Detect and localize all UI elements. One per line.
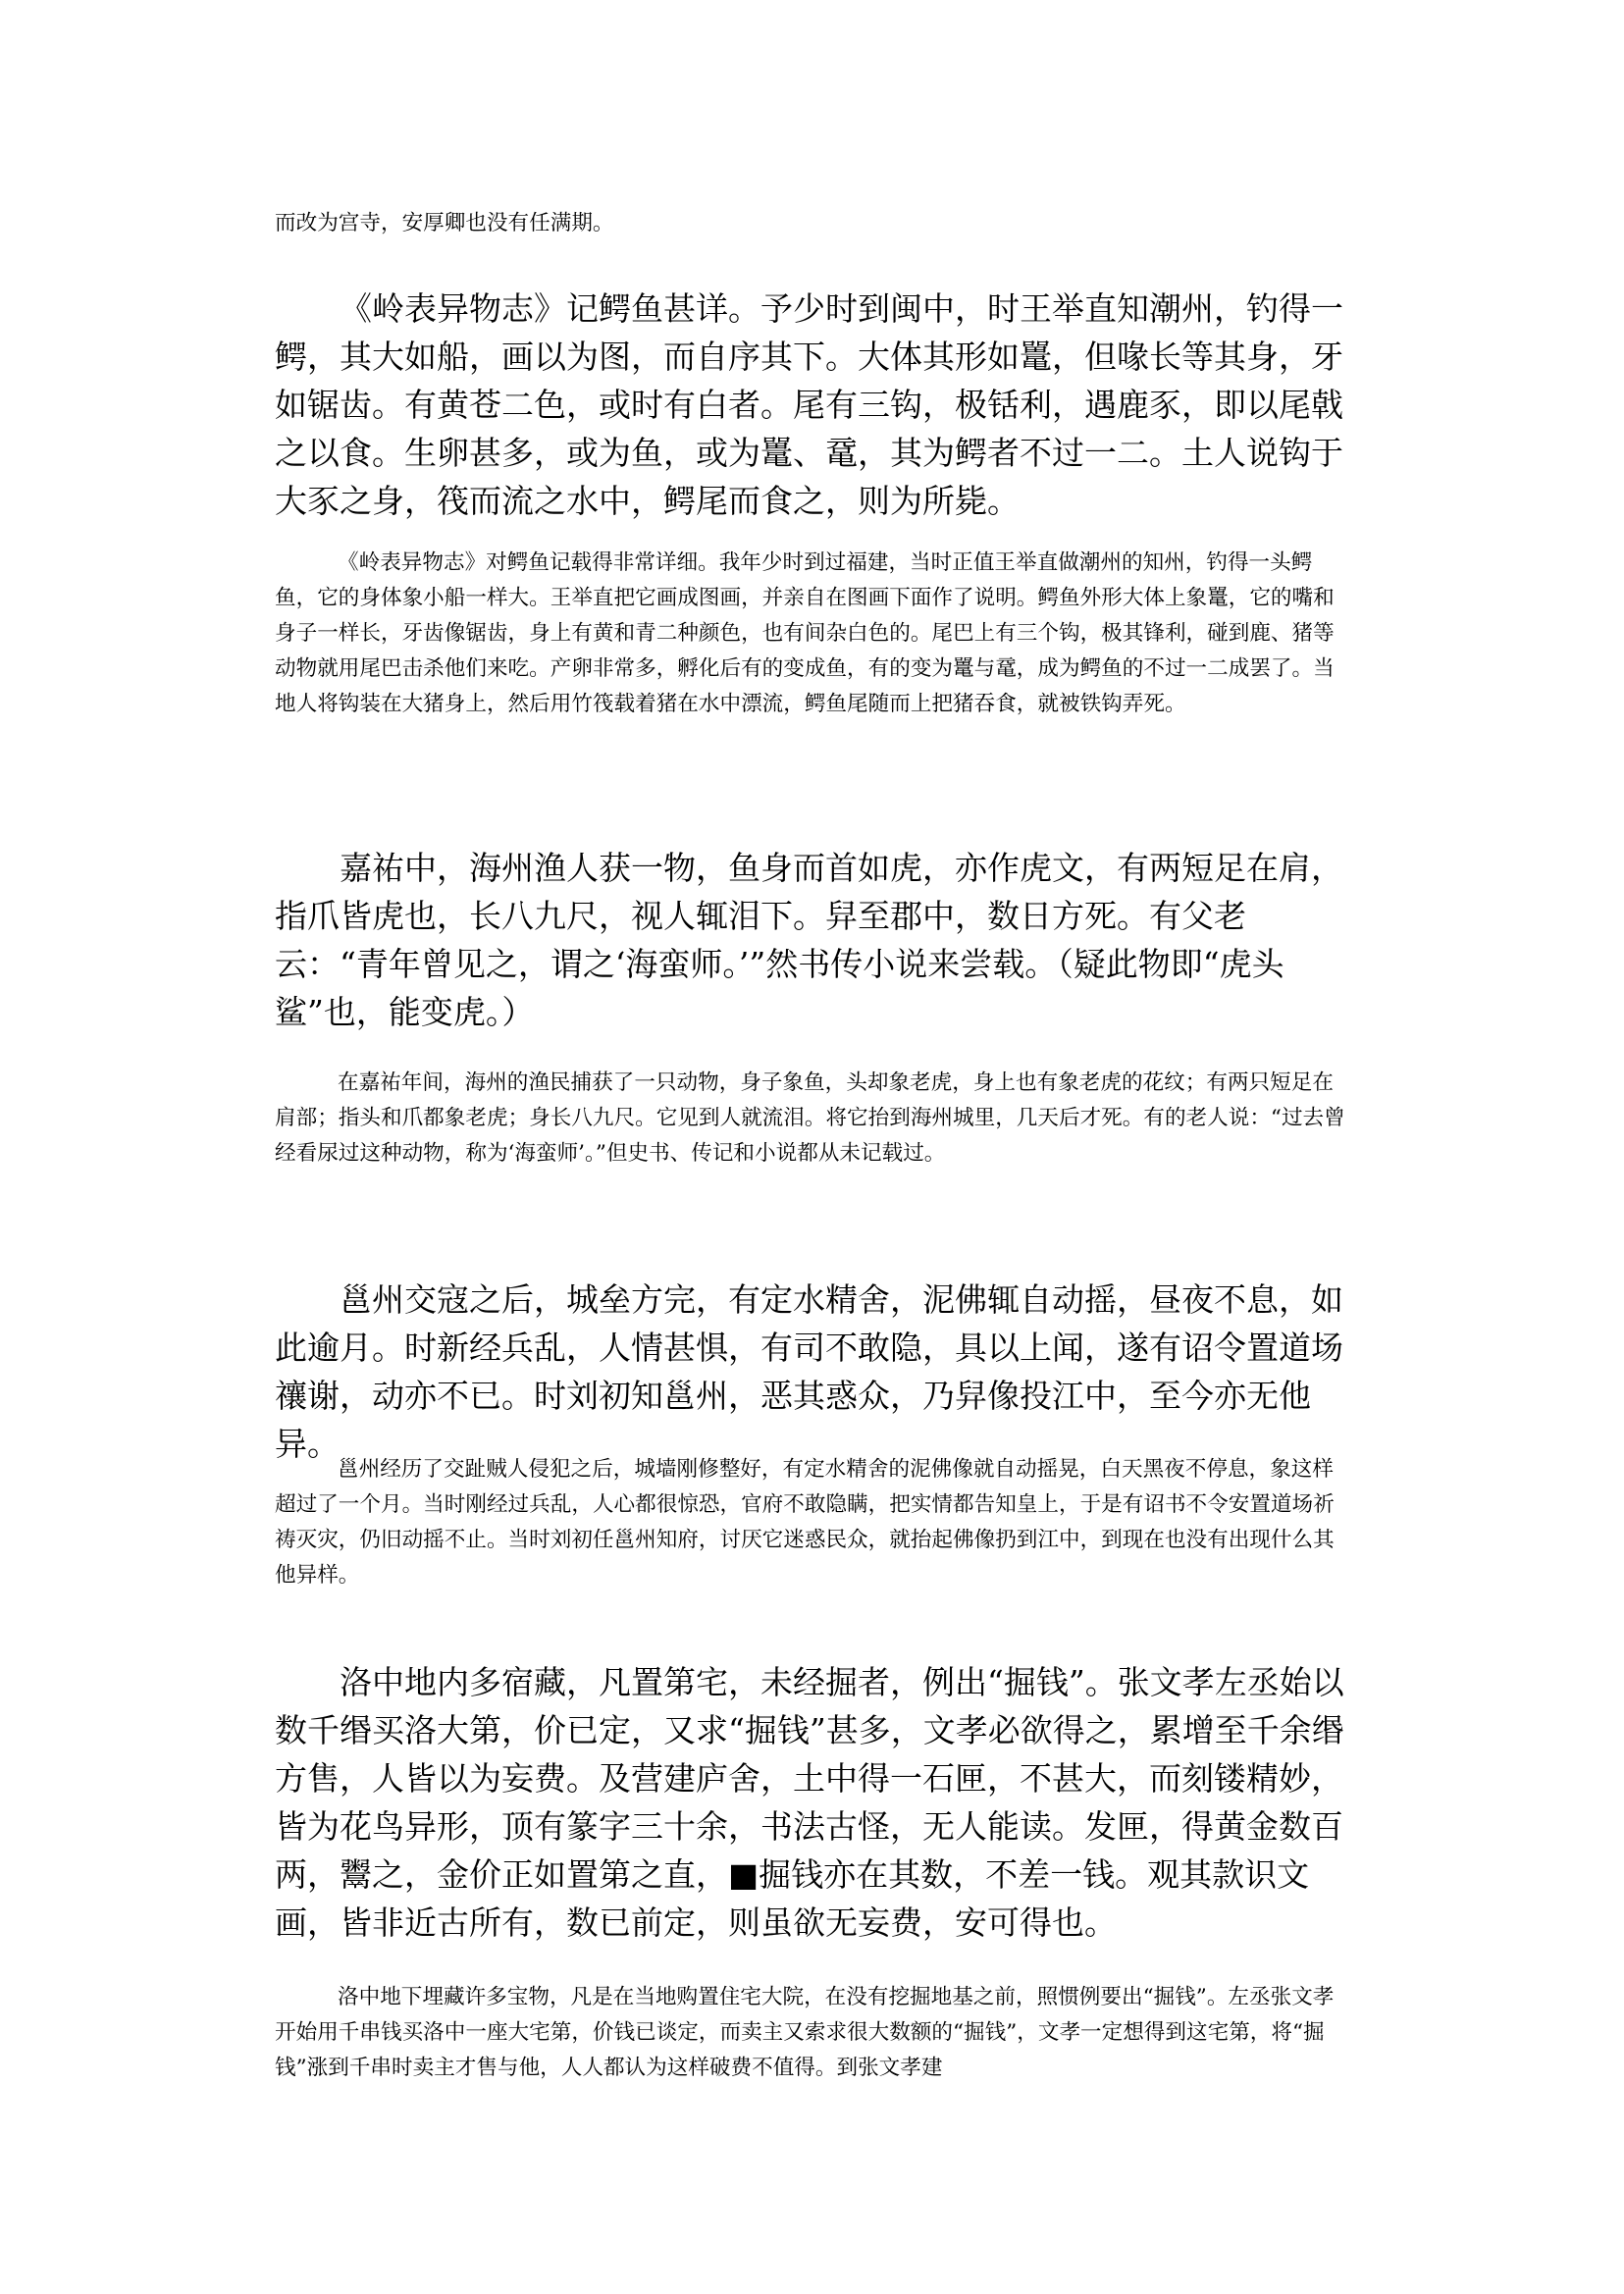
paragraph-continuation: 而改为宫寺，安厚卿也没有任满期。 — [275, 211, 614, 235]
paragraph-translation-sea-creature: 在嘉祐年间，海州的渔民捕获了一只动物，身子象鱼，头却象老虎，身上也有象老虎的花纹；有两只短足在肩部；指头和爪都象老虎；身长八九尺。它见到人就流泪。将它抬到海州城里，几天后才死。有的老人说：“过去曾经看尿过这种动物，称为‘海蛮师’。”但史书、传记和小说都从未记载过。 — [275, 1070, 1345, 1166]
paragraph-classical-crocodile: 《岭表异物志》记鳄鱼甚详。予少时到闽中，时王举直知潮州，钓得一鳄，其大如船，画以为图，而自序其下。大体其形如鼍，但喙长等其身，牙如锯齿。有黄苍二色，或时有白者。尾有三钩，极铦利，遇鹿豕，即以尾戟之以食。生卵甚多，或为鱼，或为鼍、鼋，其为鳄者不过一二。土人说钩于大豕之身，筏而流之水中，鳄尾而食之，则为所毙。 — [275, 289, 1343, 520]
paragraph-classical-buddha-statue: 邕州交寇之后，城垒方完，有定水精舍，泥佛辄自动摇，昼夜不息，如此逾月。时新经兵乱，人情甚惧，有司不敢隐，具以上闻，遂有诏令置道场禳谢，动亦不已。时刘初知邕州，恶其惑众，乃舁像投江中，至今亦无他异。 — [275, 1280, 1343, 1463]
paragraph-classical-sea-creature: 嘉祐中，海州渔人获一物，鱼身而首如虎，亦作虎文，有两短足在肩，指爪皆虎也，长八九尺，视人辄泪下。舁至郡中，数日方死。有父老云：“青年曾见之，谓之‘海蛮师。’”然书传小说来尝载。（疑此物即“虎头鲨”也，能变虎。） — [275, 849, 1343, 1031]
paragraph-translation-crocodile: 《岭表异物志》对鳄鱼记载得非常详细。我年少时到过福建，当时正值王举直做潮州的知州，钓得一头鳄鱼，它的身体象小船一样大。王举直把它画成图画，并亲自在图画下面作了说明。鳄鱼外形大体上象鼍，它的嘴和身子一样长，牙齿像锯齿，身上有黄和青二种颜色，也有间杂白色的。尾巴上有三个钩，极其锋利，碰到鹿、猪等动物就用尾巴击杀他们来吃。产卵非常多，孵化后有的变成鱼，有的变为鼍与鼋，成为鳄鱼的不过一二成罢了。当地人将钩装在大猪身上，然后用竹筏载着猪在水中漂流，鳄鱼尾随而上把猪吞食，就被铁钩弄死。 — [275, 550, 1335, 716]
paragraph-classical-digging-money: 洛中地内多宿藏，凡置第宅，未经掘者，例出“掘钱”。张文孝左丞始以数千缗买洛大第，价已定，又求“掘钱”甚多，文孝必欲得之，累增至千余缗方售，人皆以为妄费。及营建庐舍，土中得一石匣，不甚大，而刻镂精妙，皆为花鸟异形，顶有篆字三十余，书法古怪，无人能读。发匣，得黄金数百两，鬻之，金价正如置第之直，■掘钱亦在其数，不差一钱。观其款识文画，皆非近古所有，数已前定，则虽欲无妄费，安可得也。 — [275, 1663, 1344, 1942]
paragraph-translation-digging-money: 洛中地下埋藏许多宝物，凡是在当地购置住宅大院，在没有挖掘地基之前，照惯例要出“掘钱”。左丞张文孝开始用千串钱买洛中一座大宅第，价钱已谈定，而卖主又索求很大数额的“掘钱”，文孝一定想得到这宅第，将“掘钱”涨到千串时卖主才售与他，人人都认为这样破费不值得。到张文孝建 — [275, 1985, 1335, 2080]
paragraph-translation-buddha-statue: 邕州经历了交趾贼人侵犯之后，城墙刚修整好，有定水精舍的泥佛像就自动摇晃，白天黑夜不停息，象这样超过了一个月。当时刚经过兵乱，人心都很惊恐，官府不敢隐瞒，把实情都告知皇上，于是有诏书不令安置道场祈祷灭灾，仍旧动摇不止。当时刘初任邕州知府，讨厌它迷惑民众，就抬起佛像扔到江中，到现在也没有出现什么其他异样。 — [275, 1457, 1335, 1588]
